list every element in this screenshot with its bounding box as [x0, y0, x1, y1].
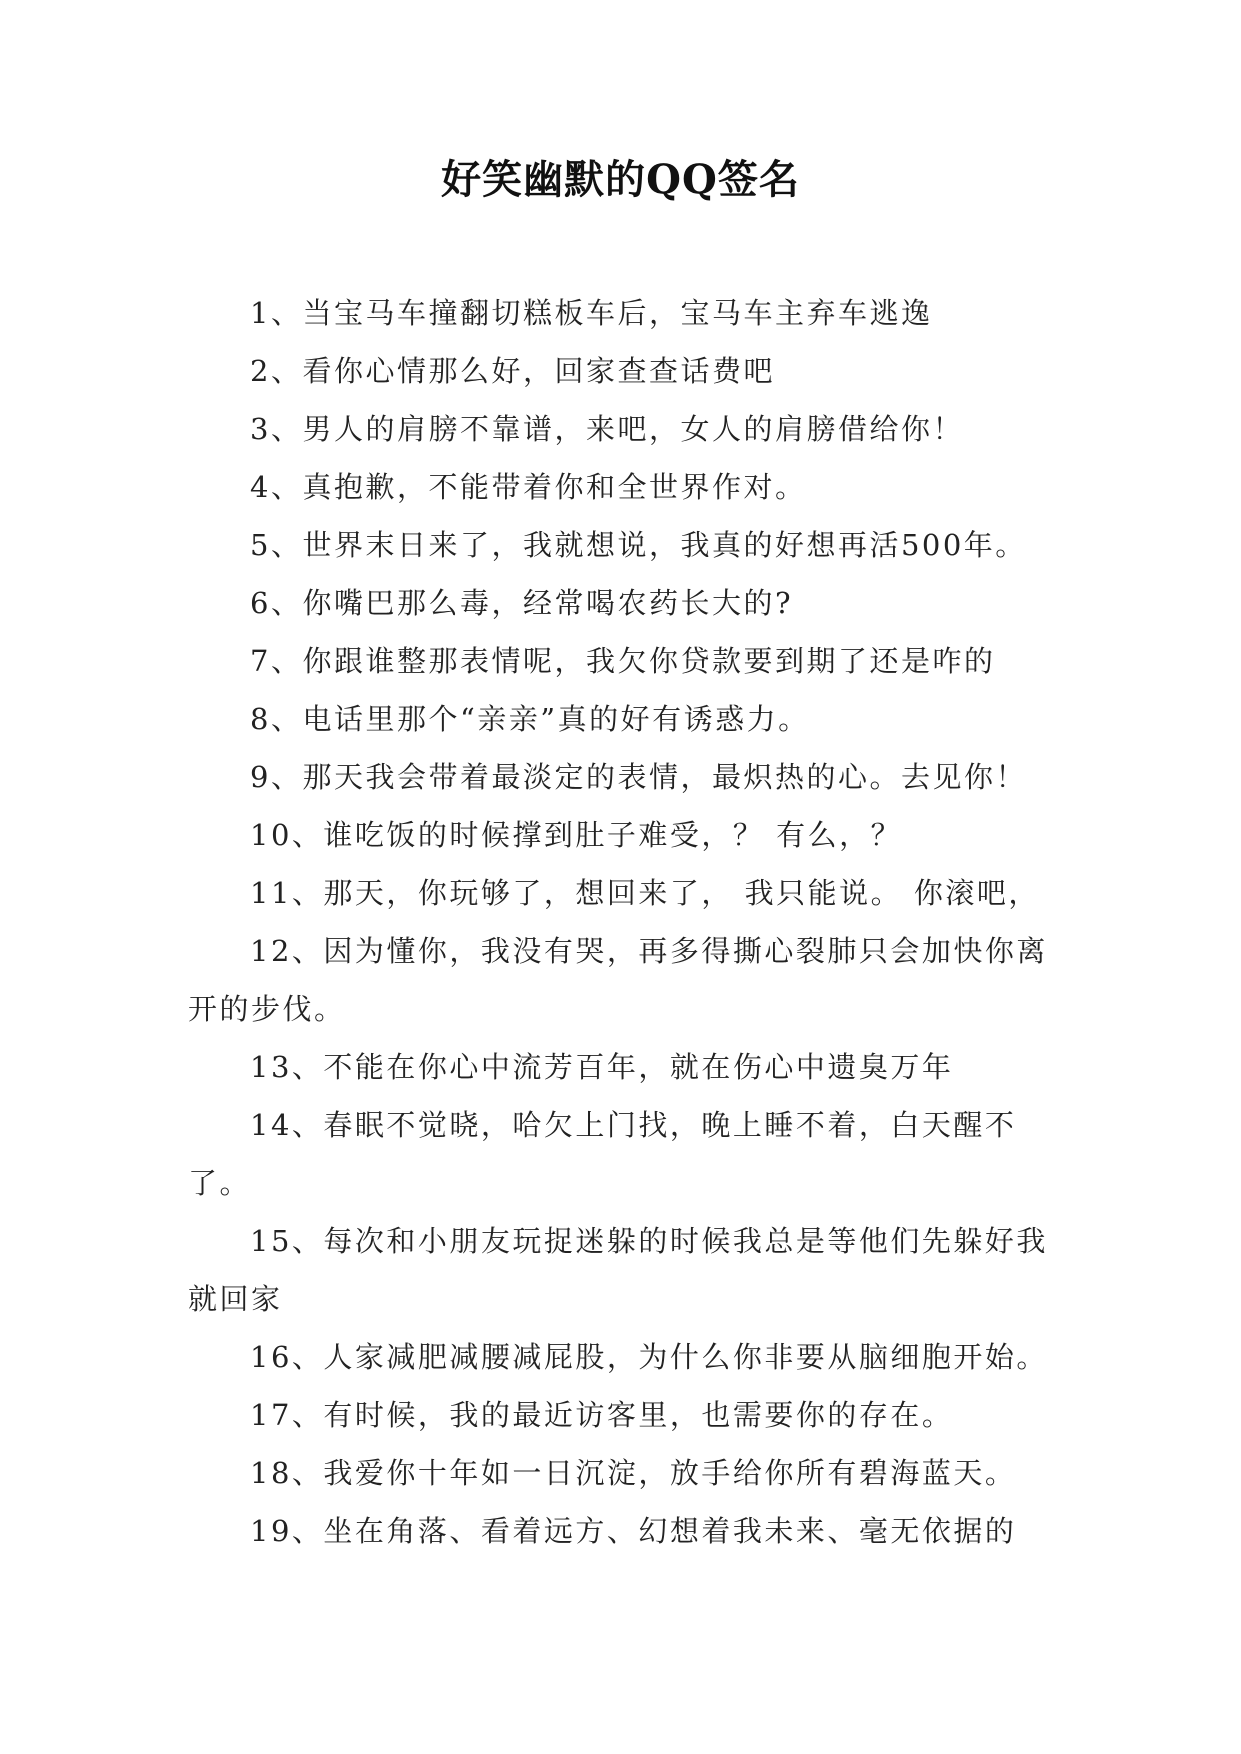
list-item: 4、真抱歉，不能带着你和全世界作对。: [250, 470, 807, 504]
list-item: 15、每次和小朋友玩捉迷躲的时候我总是等他们先躲好我就回家: [188, 1224, 1048, 1316]
list-item: 6、你嘴巴那么毒，经常喝农药长大的?: [250, 586, 793, 620]
list-item: 2、看你心情那么好，回家查查话费吧: [250, 354, 775, 388]
list-item: 3、男人的肩膀不靠谱，来吧，女人的肩膀借给你！: [250, 412, 964, 446]
list-item: 11、那天，你玩够了，想回来了， 我只能说。 你滚吧，: [250, 876, 1040, 910]
list-item: 17、有时候，我的最近访客里，也需要你的存在。: [250, 1398, 954, 1432]
list-item: 14、春眠不觉晓，哈欠上门找，晚上睡不着，白天醒不了。: [188, 1108, 1017, 1200]
page-title: 好笑幽默的QQ签名: [441, 156, 800, 203]
list-item: 8、电话里那个“亲亲”真的好有诱惑力。: [250, 702, 810, 736]
list-item: 19、坐在角落、看着远方、幻想着我未来、毫无依据的: [250, 1514, 1017, 1548]
signature-list: [188, 284, 1058, 1560]
list-item: 18、我爱你十年如一日沉淀，放手给你所有碧海蓝天。: [250, 1456, 1017, 1490]
list-item: 12、因为懂你，我没有哭，再多得撕心裂肺只会加快你离开的步伐。: [188, 934, 1048, 1026]
list-item: 5、世界末日来了，我就想说，我真的好想再活500年。: [250, 528, 1027, 562]
list-item: 16、人家减肥减腰减屁股，为什么你非要从脑细胞开始。: [250, 1340, 1048, 1374]
list-item: 7、你跟谁整那表情呢，我欠你贷款要到期了还是咋的: [250, 644, 996, 678]
list-item: 9、那天我会带着最淡定的表情，最炽热的心。去见你！: [250, 760, 1027, 794]
list-item: 1、当宝马车撞翻切糕板车后，宝马车主弃车逃逸: [250, 296, 933, 330]
list-item: 10、谁吃饭的时候撑到肚子难受，？ 有么，？: [250, 818, 903, 852]
list-item: 13、不能在你心中流芳百年，就在伤心中遗臭万年: [250, 1050, 954, 1084]
